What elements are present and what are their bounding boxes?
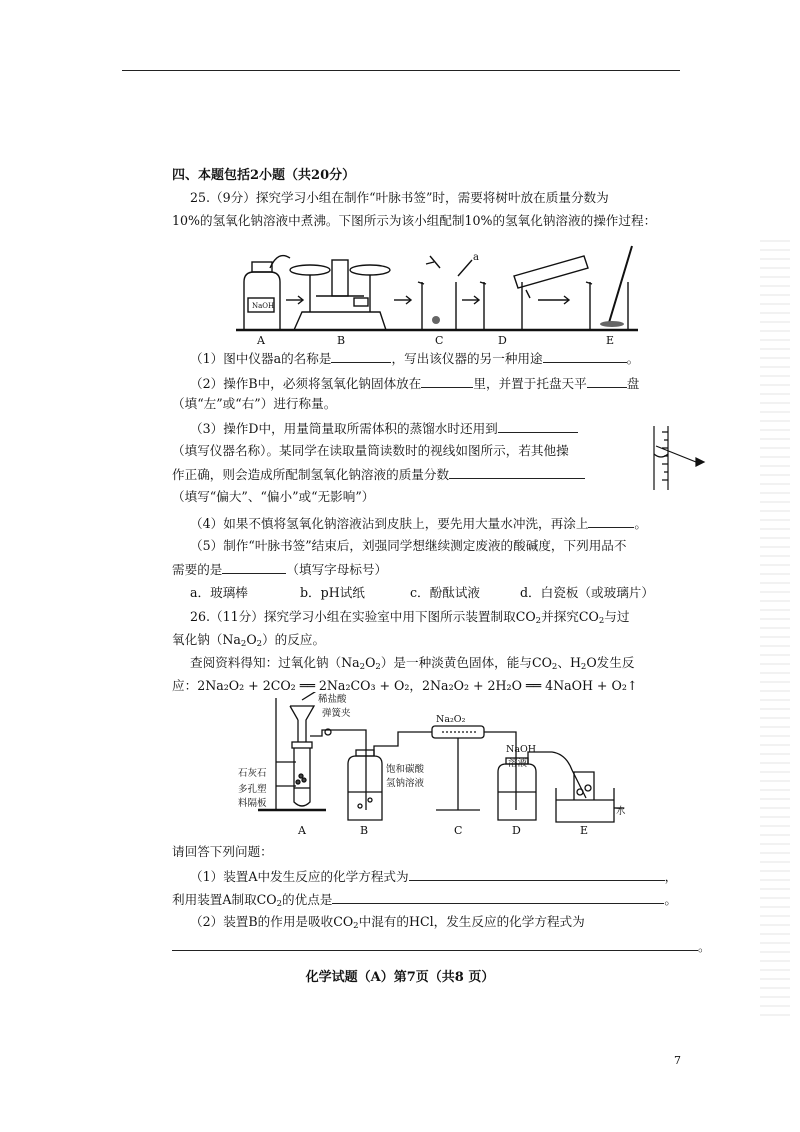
q26-p1-line2: 利用装置A制取$CO_2$的优点是 。 [172, 892, 678, 909]
q25-line1: 25.（9分）探究学习小组在制作“叶脉书签”时，需要将树叶放在质量分数为 [190, 190, 609, 205]
answer-blank-6[interactable] [449, 466, 585, 479]
q25-label-e: E [606, 334, 615, 346]
q26-p1: （1）装置A中发生反应的化学方程式为 ， [190, 869, 678, 884]
answer-blank-10[interactable] [332, 891, 664, 904]
label-na2o2: Na₂O₂ [436, 714, 466, 725]
q25-label-b: B [337, 334, 346, 346]
q26-label-d: D [512, 824, 521, 837]
answer-blank-3[interactable] [421, 375, 473, 388]
label-naoh-2: 溶液 [508, 758, 528, 769]
q25-p3-line2: （填写仪器名称）。某同学在读取量筒读数时的视线如图所示，若其他操 [172, 443, 569, 458]
q25-label-d: D [498, 334, 507, 346]
q25-p3-line1: （3）操作D中，用量筒量取所需体积的蒸馏水时还用到 [190, 420, 578, 437]
label-sat-1: 饱和碳酸 [386, 764, 425, 775]
q25-p5-line2: 需要的是 （填写字母标号） [172, 562, 388, 577]
q26-ask: 请回答下列问题： [172, 844, 273, 859]
answer-blank-4[interactable] [587, 375, 627, 388]
q26-p2-line2: 。 [172, 938, 711, 955]
answer-blank-2[interactable] [543, 350, 627, 363]
answer-blank-9[interactable] [409, 868, 665, 881]
top-rule [122, 70, 680, 71]
label-sat-2: 氢钠溶液 [386, 778, 425, 789]
option-a: a．玻璃棒 [190, 585, 248, 600]
q26-label-e: E [580, 824, 589, 837]
q25-figure [230, 238, 660, 346]
option-b: b．pH试纸 [300, 585, 365, 600]
q26-line2: 氧化钠$(Na_2O_2)$的反应。 [172, 632, 326, 649]
tag-a: a [473, 252, 479, 263]
q26-info: 查阅资料得知：过氧化钠$(Na_2O_2)$是一种淡黄色固体，能与$CO_2$、$H_2O$发生反 [190, 655, 635, 672]
label-naoh-1: NaOH [506, 744, 537, 755]
q26-figure [236, 692, 632, 838]
q26-p2: （2）装置B的作用是吸收$CO_2$中混有的HCl，发生反应的化学方程式为 [190, 914, 585, 931]
label-plate-1: 多孔塑 [238, 784, 267, 795]
q25-label-a: A [257, 334, 265, 346]
q26-label-a: A [298, 824, 306, 837]
scan-artifact [760, 240, 790, 1020]
q25-line2: 10%的氢氧化钠溶液中煮沸。下图所示为该小组配制10%的氢氧化钠溶液的操作过程： [172, 213, 657, 228]
q25-p2: （2）操作B中，必须将氢氧化钠固体放在 里，并置于托盘天平 盘 [190, 376, 640, 391]
answer-blank-5[interactable] [498, 420, 578, 433]
q26-equation: 应：2Na₂O₂ + 2CO₂ ══ 2Na₂CO₃ + O₂，2Na₂O₂ + 2H₂O ══ 4NaOH + O₂↑ [172, 678, 638, 693]
q26-label-c: C [454, 824, 463, 837]
answer-blank-1[interactable] [331, 350, 391, 363]
naoh-bottle-label: NaOH [252, 302, 275, 310]
label-water: 水 [616, 806, 626, 817]
section-title: 四、本题包括2小题（共20分） [172, 168, 356, 183]
q26-label-b: B [360, 824, 369, 837]
option-d: d．白瓷板（或玻璃片） [520, 585, 654, 600]
q25-p4: （4）如果不慎将氢氧化钠溶液沾到皮肤上，要先用大量水冲洗，再涂上 。 [190, 516, 648, 531]
page-number: 7 [674, 1054, 681, 1067]
option-c: c．酚酞试液 [410, 585, 481, 600]
answer-blank-8[interactable] [222, 561, 286, 574]
q25-p1: （1）图中仪器a的名称是 ，写出该仪器的另一种用途 。 [190, 351, 640, 366]
label-plate-2: 料隔板 [238, 798, 267, 809]
label-clamp: 弹簧夹 [322, 708, 351, 719]
q25-p3-line4: （填写“偏大”、“偏小”或“无影响”） [172, 489, 375, 504]
label-stone: 石灰石 [238, 768, 267, 779]
q25-p2-line2: （填“左”或“右”）进行称量。 [172, 396, 337, 411]
answer-blank-11[interactable] [172, 938, 698, 951]
q25-label-c: C [435, 334, 444, 346]
q25-p3-line3: 作正确，则会造成所配制氢氧化钠溶液的质量分数 [172, 466, 585, 483]
q26-line1: 26.（11分）探究学习小组在实验室中用下图所示装置制取$CO_2$并探究$CO_2$与过 [190, 609, 630, 626]
meniscus-figure [648, 424, 710, 492]
label-acid: 稀盐酸 [318, 694, 347, 705]
answer-blank-7[interactable] [588, 515, 634, 528]
q25-p5-line1: （5）制作“叶脉书签”结束后，刘强同学想继续测定废液的酸碱度，下列用品不 [190, 538, 627, 553]
page-footer: 化学试题（A）第7页（共8 页） [305, 970, 495, 985]
